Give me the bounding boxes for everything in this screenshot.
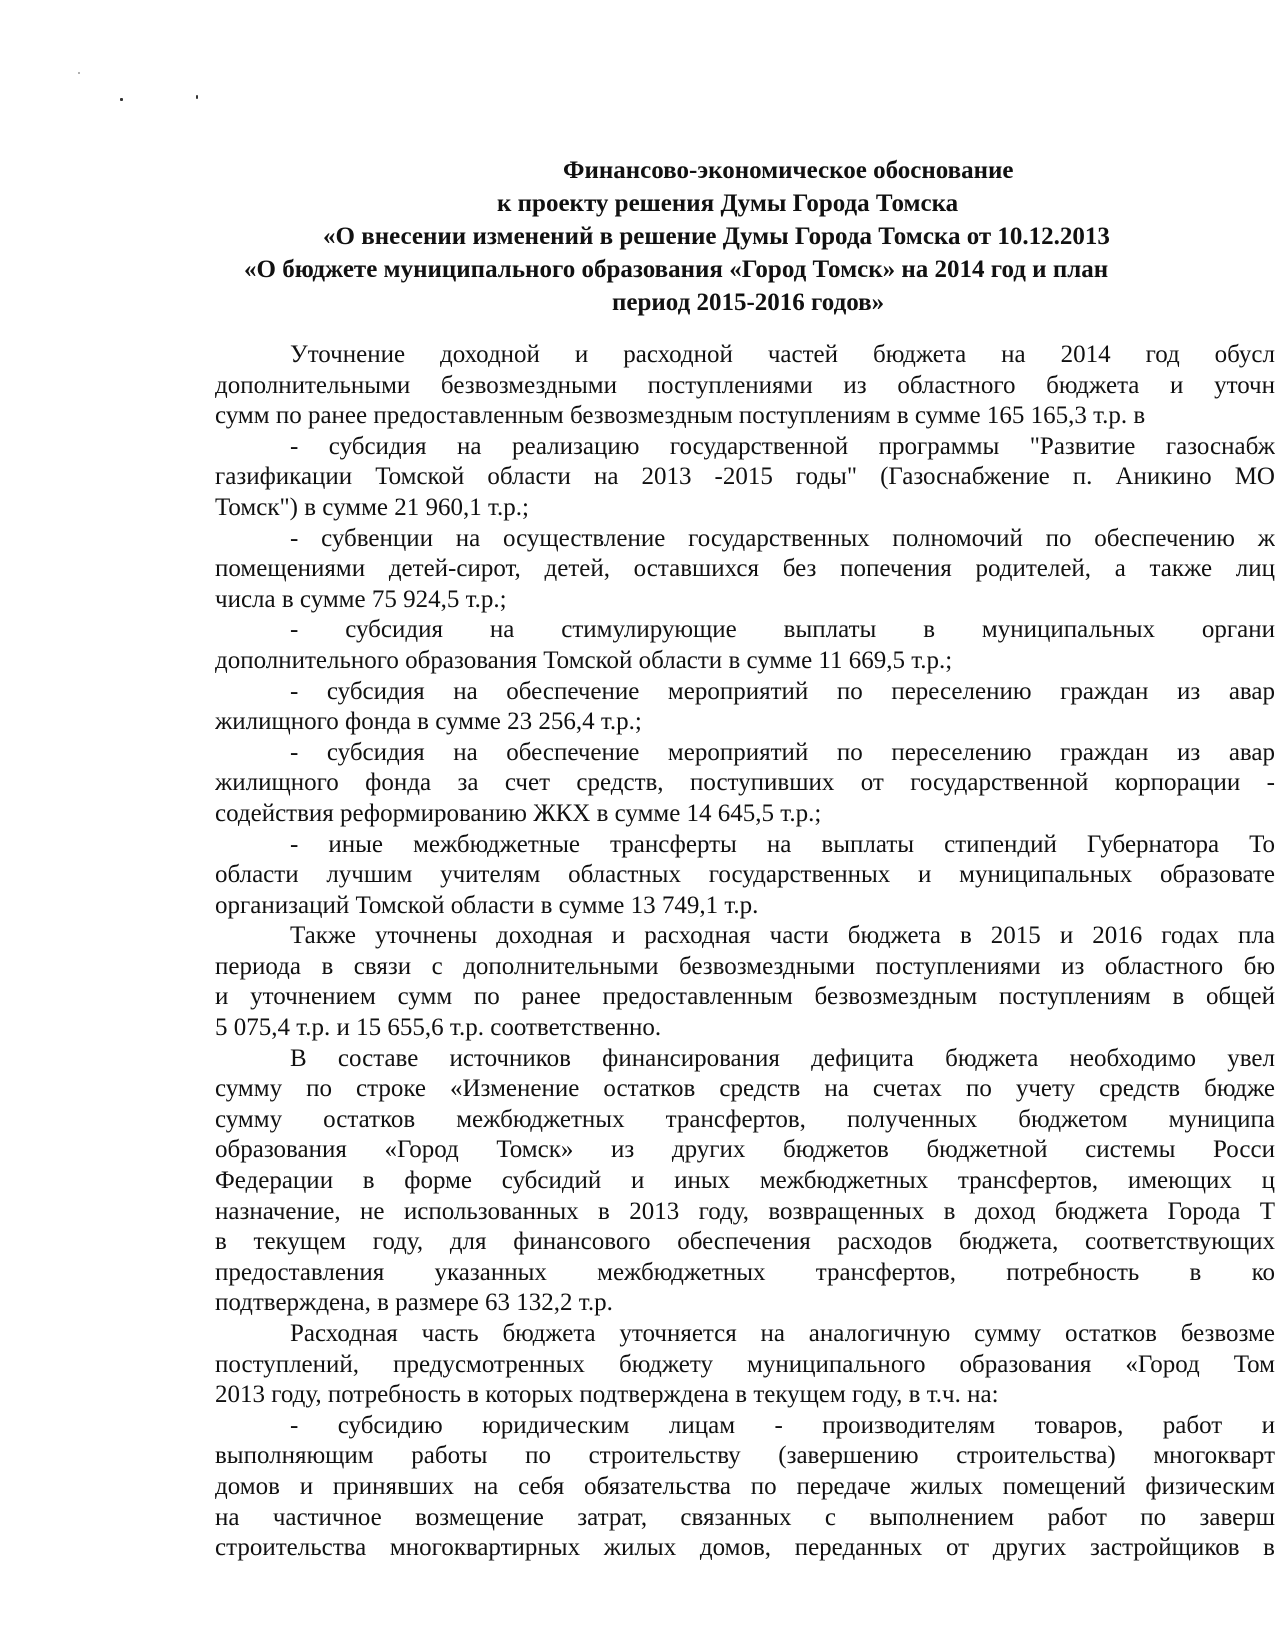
body-line: содействия реформированию ЖКХ в сумме 14 645,5 т.р.; [215, 799, 822, 827]
body-line: организаций Томской области в сумме 13 749,1 т.р. [215, 891, 759, 919]
title-line: Финансово-экономическое обоснование [563, 157, 1014, 184]
title-line: «О внесении изменений в решение Думы Города Томска от 10.12.2013 [323, 223, 1110, 250]
scan-speck [120, 98, 123, 101]
body-line: и уточнением сумм по ранее предоставленным безвозмездным поступлениям в общей [215, 983, 1275, 1011]
body-line: подтверждена, в размере 63 132,2 т.р. [215, 1289, 613, 1317]
body-line: сумму по строке «Изменение остатков средств на счетах по учету средств бюдже [215, 1075, 1275, 1103]
body-line: В составе источников финансирования дефицита бюджета необходимо увел [290, 1044, 1275, 1072]
body-line: 2013 году, потребность в которых подтверждена в текущем году, в т.ч. на: [215, 1381, 999, 1409]
body-line: сумму остатков межбюджетных трансфертов, полученных бюджетом муниципа [215, 1105, 1275, 1133]
body-line: поступлений, предусмотренных бюджету муниципального образования «Город Том [215, 1350, 1275, 1378]
body-line: области лучшим учителям областных государственных и муниципальных образовате [215, 861, 1275, 889]
body-line: образования «Город Томск» из других бюджетов бюджетной системы Росси [215, 1136, 1275, 1164]
body-line: строительства многоквартирных жилых домов, переданных от других застройщиков в [215, 1534, 1275, 1562]
scan-speck [78, 72, 80, 74]
body-line: 5 075,4 т.р. и 15 655,6 т.р. соответственно. [215, 1014, 662, 1042]
body-line: - субсидия на реализацию государственной программы "Развитие газоснабж [290, 432, 1275, 460]
body-line: периода в связи с дополнительными безвозмездными поступлениями из областного бю [215, 952, 1275, 980]
body-line: Томск") в сумме 21 960,1 т.р.; [215, 493, 529, 521]
body-line: дополнительного образования Томской области в сумме 11 669,5 т.р.; [215, 646, 953, 674]
body-line: Уточнение доходной и расходной частей бюджета на 2014 год обусл [290, 341, 1275, 368]
body-line: предоставления указанных межбюджетных трансфертов, потребность в ко [215, 1258, 1275, 1286]
body-line: помещениями детей-сирот, детей, оставшихся без попечения родителей, а также лиц [215, 555, 1275, 583]
body-line: Федерации в форме субсидий и иных межбюджетных трансфертов, имеющих ц [215, 1167, 1275, 1195]
body-line: жилищного фонда за счет средств, поступивших от государственной корпорации - [215, 769, 1275, 797]
body-line: - субсидия на обеспечение мероприятий по переселению граждан из авар [290, 677, 1275, 705]
body-line: - иные межбюджетные трансферты на выплаты стипендий Губернатора То [290, 830, 1275, 858]
body-line: выполняющим работы по строительству (завершению строительства) многокварт [215, 1442, 1275, 1470]
body-line: дополнительными безвозмездными поступлениями из областного бюджета и уточн [215, 371, 1275, 399]
scan-speck [196, 95, 198, 99]
title-line: к проекту решения Думы Города Томска [497, 190, 959, 217]
body-line: - субсидия на стимулирующие выплаты в муниципальных органи [290, 616, 1275, 644]
title-line: период 2015-2016 годов» [612, 289, 885, 316]
title-line: «О бюджете муниципального образования «Город Томск» на 2014 год и план [244, 256, 1109, 283]
body-line: - субвенции на осуществление государственных полномочий по обеспечению ж [290, 524, 1275, 552]
body-line: назначение, не использованных в 2013 году, возвращенных в доход бюджета Города Т [215, 1197, 1275, 1225]
body-line: сумм по ранее предоставленным безвозмездным поступлениям в сумме 165 165,3 т.р. в [215, 402, 1146, 430]
document-body [215, 340, 1275, 1564]
body-line: домов и принявших на себя обязательства по передаче жилых помещений физическим [215, 1472, 1275, 1500]
body-line: Также уточнены доходная и расходная части бюджета в 2015 и 2016 годах пла [290, 922, 1275, 950]
body-line: числа в сумме 75 924,5 т.р.; [215, 585, 507, 613]
body-line: в текущем году, для финансового обеспечения расходов бюджета, соответствующих [215, 1228, 1275, 1256]
body-line: - субсидия на обеспечение мероприятий по переселению граждан из авар [290, 738, 1275, 766]
body-line: жилищного фонда в сумме 23 256,4 т.р.; [215, 708, 642, 736]
body-line: Расходная часть бюджета уточняется на аналогичную сумму остатков безвозме [290, 1320, 1275, 1347]
body-line: газификации Томской области на 2013 -2015 годы" (Газоснабжение п. Аникино МО [215, 463, 1275, 491]
body-line: на частичное возмещение затрат, связанных с выполнением работ по заверш [215, 1503, 1275, 1531]
body-line: - субсидию юридическим лицам - производителям товаров, работ и [290, 1411, 1275, 1439]
